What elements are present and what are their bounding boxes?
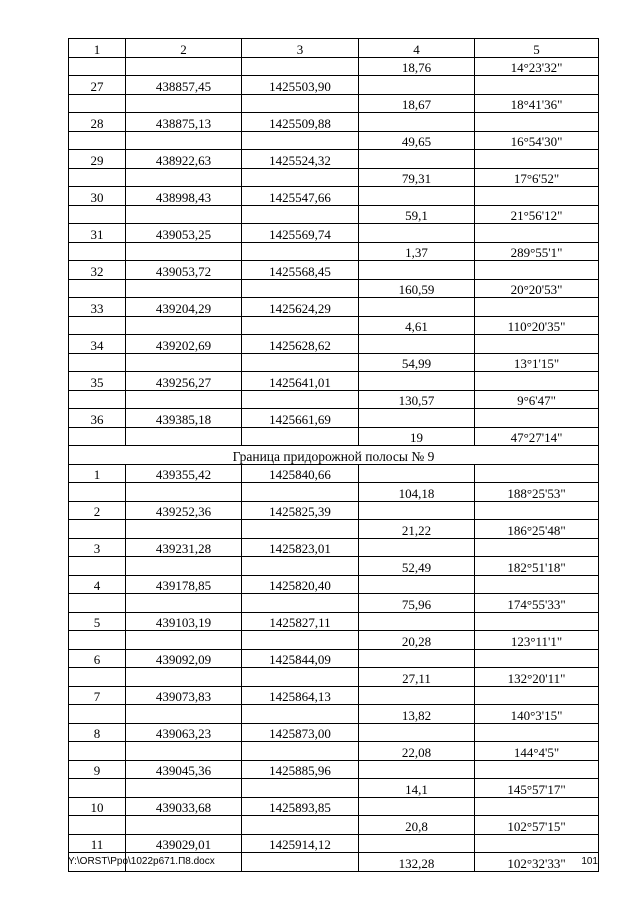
empty-cell	[475, 76, 599, 95]
segment-direction-angle: 182°51'18"	[475, 557, 599, 576]
empty-cell	[475, 723, 599, 742]
empty-cell	[359, 298, 475, 317]
empty-cell	[359, 612, 475, 631]
segment-distance: 132,28	[359, 853, 475, 872]
coordinate-x: 439033,68	[126, 797, 242, 816]
segment-direction-angle: 20°20'53"	[475, 279, 599, 298]
empty-cell	[69, 205, 126, 224]
empty-cell	[69, 279, 126, 298]
empty-cell	[475, 760, 599, 779]
coordinate-y: 1425893,85	[242, 797, 359, 816]
point-number: 32	[69, 261, 126, 280]
point-row	[69, 501, 599, 520]
point-number: 8	[69, 723, 126, 742]
point-number: 30	[69, 187, 126, 206]
coordinate-y: 1425641,01	[242, 372, 359, 391]
coordinate-y: 1425864,13	[242, 686, 359, 705]
empty-cell	[359, 649, 475, 668]
coordinate-y: 1425840,66	[242, 464, 359, 483]
point-number: 10	[69, 797, 126, 816]
coordinate-y: 1425524,32	[242, 150, 359, 169]
table-header-row	[69, 39, 599, 58]
segment-distance: 18,76	[359, 57, 475, 76]
empty-cell	[126, 94, 242, 113]
segment-direction-angle: 102°57'15"	[475, 816, 599, 835]
empty-cell	[126, 742, 242, 761]
empty-cell	[359, 187, 475, 206]
footer-page-number: 101	[581, 856, 598, 867]
empty-cell	[242, 390, 359, 409]
empty-cell	[359, 501, 475, 520]
empty-cell	[126, 705, 242, 724]
empty-cell	[242, 557, 359, 576]
coordinate-y: 1425628,62	[242, 335, 359, 354]
empty-cell	[359, 723, 475, 742]
empty-cell	[242, 205, 359, 224]
empty-cell	[242, 168, 359, 187]
segment-distance: 104,18	[359, 483, 475, 502]
empty-cell	[242, 520, 359, 539]
empty-cell	[242, 705, 359, 724]
empty-cell	[242, 816, 359, 835]
empty-cell	[242, 242, 359, 261]
coordinate-y: 1425509,88	[242, 113, 359, 132]
coordinate-x: 438857,45	[126, 76, 242, 95]
coordinate-y: 1425568,45	[242, 261, 359, 280]
empty-cell	[69, 483, 126, 502]
segment-direction-angle: 110°20'35"	[475, 316, 599, 335]
coordinate-x: 439231,28	[126, 538, 242, 557]
segment-distance: 27,11	[359, 668, 475, 687]
empty-cell	[242, 483, 359, 502]
coordinate-x: 439073,83	[126, 686, 242, 705]
empty-cell	[69, 816, 126, 835]
empty-cell	[126, 427, 242, 446]
empty-cell	[69, 353, 126, 372]
segment-row	[69, 94, 599, 113]
segment-row	[69, 705, 599, 724]
empty-cell	[475, 464, 599, 483]
point-number: 4	[69, 575, 126, 594]
empty-cell	[475, 113, 599, 132]
point-number: 3	[69, 538, 126, 557]
empty-cell	[475, 649, 599, 668]
coordinate-y: 1425820,40	[242, 575, 359, 594]
coordinates-table-body	[69, 39, 599, 872]
coordinate-y: 1425873,00	[242, 723, 359, 742]
point-number: 1	[69, 464, 126, 483]
empty-cell	[69, 57, 126, 76]
empty-cell	[359, 464, 475, 483]
coordinates-table	[68, 38, 599, 872]
coordinate-y: 1425661,69	[242, 409, 359, 428]
point-row	[69, 335, 599, 354]
empty-cell	[242, 353, 359, 372]
segment-direction-angle: 14°23'32"	[475, 57, 599, 76]
segment-distance: 79,31	[359, 168, 475, 187]
point-row	[69, 261, 599, 280]
empty-cell	[126, 390, 242, 409]
point-row	[69, 538, 599, 557]
segment-direction-angle: 123°11'1"	[475, 631, 599, 650]
point-row	[69, 575, 599, 594]
coordinate-x: 438875,13	[126, 113, 242, 132]
empty-cell	[359, 76, 475, 95]
coordinate-x: 439063,23	[126, 723, 242, 742]
point-number: 5	[69, 612, 126, 631]
coordinate-x: 439178,85	[126, 575, 242, 594]
coordinate-x: 439045,36	[126, 760, 242, 779]
point-number: 6	[69, 649, 126, 668]
point-row	[69, 649, 599, 668]
segment-row	[69, 816, 599, 835]
empty-cell	[126, 557, 242, 576]
segment-row	[69, 205, 599, 224]
point-row	[69, 187, 599, 206]
segment-row	[69, 520, 599, 539]
point-row	[69, 224, 599, 243]
segment-row	[69, 168, 599, 187]
segment-distance: 20,8	[359, 816, 475, 835]
empty-cell	[69, 316, 126, 335]
empty-cell	[126, 131, 242, 150]
empty-cell	[242, 131, 359, 150]
coordinate-x: 439029,01	[126, 834, 242, 853]
segment-row	[69, 316, 599, 335]
empty-cell	[69, 131, 126, 150]
coordinate-y: 1425844,09	[242, 649, 359, 668]
empty-cell	[475, 335, 599, 354]
point-row	[69, 150, 599, 169]
header-col-4: 4	[359, 39, 475, 58]
coordinate-y: 1425547,66	[242, 187, 359, 206]
coordinate-y: 1425569,74	[242, 224, 359, 243]
empty-cell	[475, 187, 599, 206]
coordinate-x: 438922,63	[126, 150, 242, 169]
segment-row	[69, 242, 599, 261]
empty-cell	[69, 594, 126, 613]
empty-cell	[69, 94, 126, 113]
segment-distance: 14,1	[359, 779, 475, 798]
coordinate-x: 439053,72	[126, 261, 242, 280]
coordinate-x: 439252,36	[126, 501, 242, 520]
segment-direction-angle: 21°56'12"	[475, 205, 599, 224]
empty-cell	[475, 298, 599, 317]
empty-cell	[242, 94, 359, 113]
segment-distance: 59,1	[359, 205, 475, 224]
point-row	[69, 298, 599, 317]
empty-cell	[126, 205, 242, 224]
point-number: 33	[69, 298, 126, 317]
coordinate-x: 439355,42	[126, 464, 242, 483]
segment-distance: 49,65	[359, 131, 475, 150]
segment-distance: 1,37	[359, 242, 475, 261]
segment-distance: 21,22	[359, 520, 475, 539]
empty-cell	[242, 853, 359, 872]
section-title: Граница придорожной полосы № 9	[69, 446, 599, 465]
segment-distance: 52,49	[359, 557, 475, 576]
segment-row	[69, 483, 599, 502]
coordinate-y: 1425914,12	[242, 834, 359, 853]
empty-cell	[475, 501, 599, 520]
empty-cell	[359, 575, 475, 594]
empty-cell	[69, 779, 126, 798]
empty-cell	[126, 168, 242, 187]
empty-cell	[475, 409, 599, 428]
segment-row	[69, 353, 599, 372]
header-col-1: 1	[69, 39, 126, 58]
empty-cell	[126, 279, 242, 298]
segment-direction-angle: 289°55'1"	[475, 242, 599, 261]
segment-row	[69, 668, 599, 687]
segment-row	[69, 779, 599, 798]
segment-distance: 18,67	[359, 94, 475, 113]
point-number: 9	[69, 760, 126, 779]
empty-cell	[359, 760, 475, 779]
empty-cell	[126, 520, 242, 539]
point-row	[69, 723, 599, 742]
empty-cell	[359, 335, 475, 354]
empty-cell	[475, 686, 599, 705]
empty-cell	[69, 668, 126, 687]
segment-distance: 22,08	[359, 742, 475, 761]
empty-cell	[359, 150, 475, 169]
empty-cell	[69, 557, 126, 576]
empty-cell	[69, 705, 126, 724]
coordinate-x: 439053,25	[126, 224, 242, 243]
segment-direction-angle: 13°1'15"	[475, 353, 599, 372]
segment-row	[69, 57, 599, 76]
header-col-5: 5	[475, 39, 599, 58]
footer-file-path: Y:\ORST\Ppo\1022p671.П8.docx	[68, 856, 215, 867]
segment-direction-angle: 102°32'33"	[475, 853, 599, 872]
empty-cell	[69, 242, 126, 261]
point-number: 2	[69, 501, 126, 520]
empty-cell	[475, 612, 599, 631]
point-number: 35	[69, 372, 126, 391]
segment-row	[69, 279, 599, 298]
point-row	[69, 834, 599, 853]
empty-cell	[242, 279, 359, 298]
segment-distance: 4,61	[359, 316, 475, 335]
coordinate-y: 1425823,01	[242, 538, 359, 557]
empty-cell	[69, 168, 126, 187]
empty-cell	[475, 575, 599, 594]
empty-cell	[126, 779, 242, 798]
empty-cell	[69, 427, 126, 446]
segment-direction-angle: 186°25'48"	[475, 520, 599, 539]
empty-cell	[242, 631, 359, 650]
empty-cell	[475, 797, 599, 816]
segment-direction-angle: 16°54'30"	[475, 131, 599, 150]
section-header-row	[69, 446, 599, 465]
segment-distance: 75,96	[359, 594, 475, 613]
point-number: 34	[69, 335, 126, 354]
empty-cell	[359, 686, 475, 705]
empty-cell	[126, 316, 242, 335]
empty-cell	[69, 742, 126, 761]
empty-cell	[126, 594, 242, 613]
empty-cell	[126, 483, 242, 502]
empty-cell	[126, 242, 242, 261]
point-row	[69, 464, 599, 483]
empty-cell	[359, 113, 475, 132]
segment-distance: 130,57	[359, 390, 475, 409]
empty-cell	[69, 520, 126, 539]
empty-cell	[475, 224, 599, 243]
segment-row	[69, 390, 599, 409]
segment-direction-angle: 174°55'33"	[475, 594, 599, 613]
point-number: 36	[69, 409, 126, 428]
empty-cell	[359, 409, 475, 428]
point-number: 7	[69, 686, 126, 705]
coordinate-x: 439103,19	[126, 612, 242, 631]
header-col-3: 3	[242, 39, 359, 58]
point-number: 29	[69, 150, 126, 169]
empty-cell	[242, 779, 359, 798]
segment-direction-angle: 47°27'14"	[475, 427, 599, 446]
point-number: 27	[69, 76, 126, 95]
empty-cell	[242, 427, 359, 446]
empty-cell	[242, 668, 359, 687]
empty-cell	[359, 797, 475, 816]
header-col-2: 2	[126, 39, 242, 58]
empty-cell	[126, 57, 242, 76]
empty-cell	[475, 150, 599, 169]
segment-direction-angle: 9°6'47"	[475, 390, 599, 409]
coordinate-y: 1425825,39	[242, 501, 359, 520]
coordinate-y: 1425624,29	[242, 298, 359, 317]
segment-direction-angle: 17°6'52"	[475, 168, 599, 187]
segment-row	[69, 631, 599, 650]
point-row	[69, 409, 599, 428]
segment-row	[69, 131, 599, 150]
empty-cell	[242, 594, 359, 613]
empty-cell	[359, 372, 475, 391]
segment-direction-angle: 132°20'11"	[475, 668, 599, 687]
empty-cell	[475, 261, 599, 280]
empty-cell	[126, 631, 242, 650]
point-row	[69, 113, 599, 132]
empty-cell	[475, 834, 599, 853]
empty-cell	[359, 538, 475, 557]
empty-cell	[69, 390, 126, 409]
point-number: 11	[69, 834, 126, 853]
point-row	[69, 797, 599, 816]
segment-distance: 54,99	[359, 353, 475, 372]
point-number: 31	[69, 224, 126, 243]
empty-cell	[242, 742, 359, 761]
coordinate-x: 439092,09	[126, 649, 242, 668]
coordinate-x: 439385,18	[126, 409, 242, 428]
coordinate-x: 439204,29	[126, 298, 242, 317]
empty-cell	[359, 834, 475, 853]
empty-cell	[359, 224, 475, 243]
coordinate-y: 1425503,90	[242, 76, 359, 95]
segment-distance: 20,28	[359, 631, 475, 650]
segment-row	[69, 742, 599, 761]
segment-direction-angle: 188°25'53"	[475, 483, 599, 502]
coordinate-y: 1425827,11	[242, 612, 359, 631]
segment-distance: 13,82	[359, 705, 475, 724]
segment-row	[69, 557, 599, 576]
empty-cell	[475, 538, 599, 557]
coordinate-x: 439256,27	[126, 372, 242, 391]
segment-direction-angle: 140°3'15"	[475, 705, 599, 724]
empty-cell	[242, 57, 359, 76]
empty-cell	[126, 353, 242, 372]
empty-cell	[475, 372, 599, 391]
segment-distance: 160,59	[359, 279, 475, 298]
segment-distance: 19	[359, 427, 475, 446]
point-number: 28	[69, 113, 126, 132]
coordinate-y: 1425885,96	[242, 760, 359, 779]
coordinate-x: 439202,69	[126, 335, 242, 354]
empty-cell	[242, 316, 359, 335]
point-row	[69, 76, 599, 95]
segment-direction-angle: 144°4'5"	[475, 742, 599, 761]
segment-direction-angle: 18°41'36"	[475, 94, 599, 113]
point-row	[69, 686, 599, 705]
point-row	[69, 760, 599, 779]
empty-cell	[359, 261, 475, 280]
empty-cell	[126, 668, 242, 687]
coordinate-x: 438998,43	[126, 187, 242, 206]
segment-row	[69, 594, 599, 613]
point-row	[69, 612, 599, 631]
empty-cell	[69, 631, 126, 650]
segment-direction-angle: 145°57'17"	[475, 779, 599, 798]
segment-row	[69, 427, 599, 446]
point-row	[69, 372, 599, 391]
empty-cell	[126, 816, 242, 835]
